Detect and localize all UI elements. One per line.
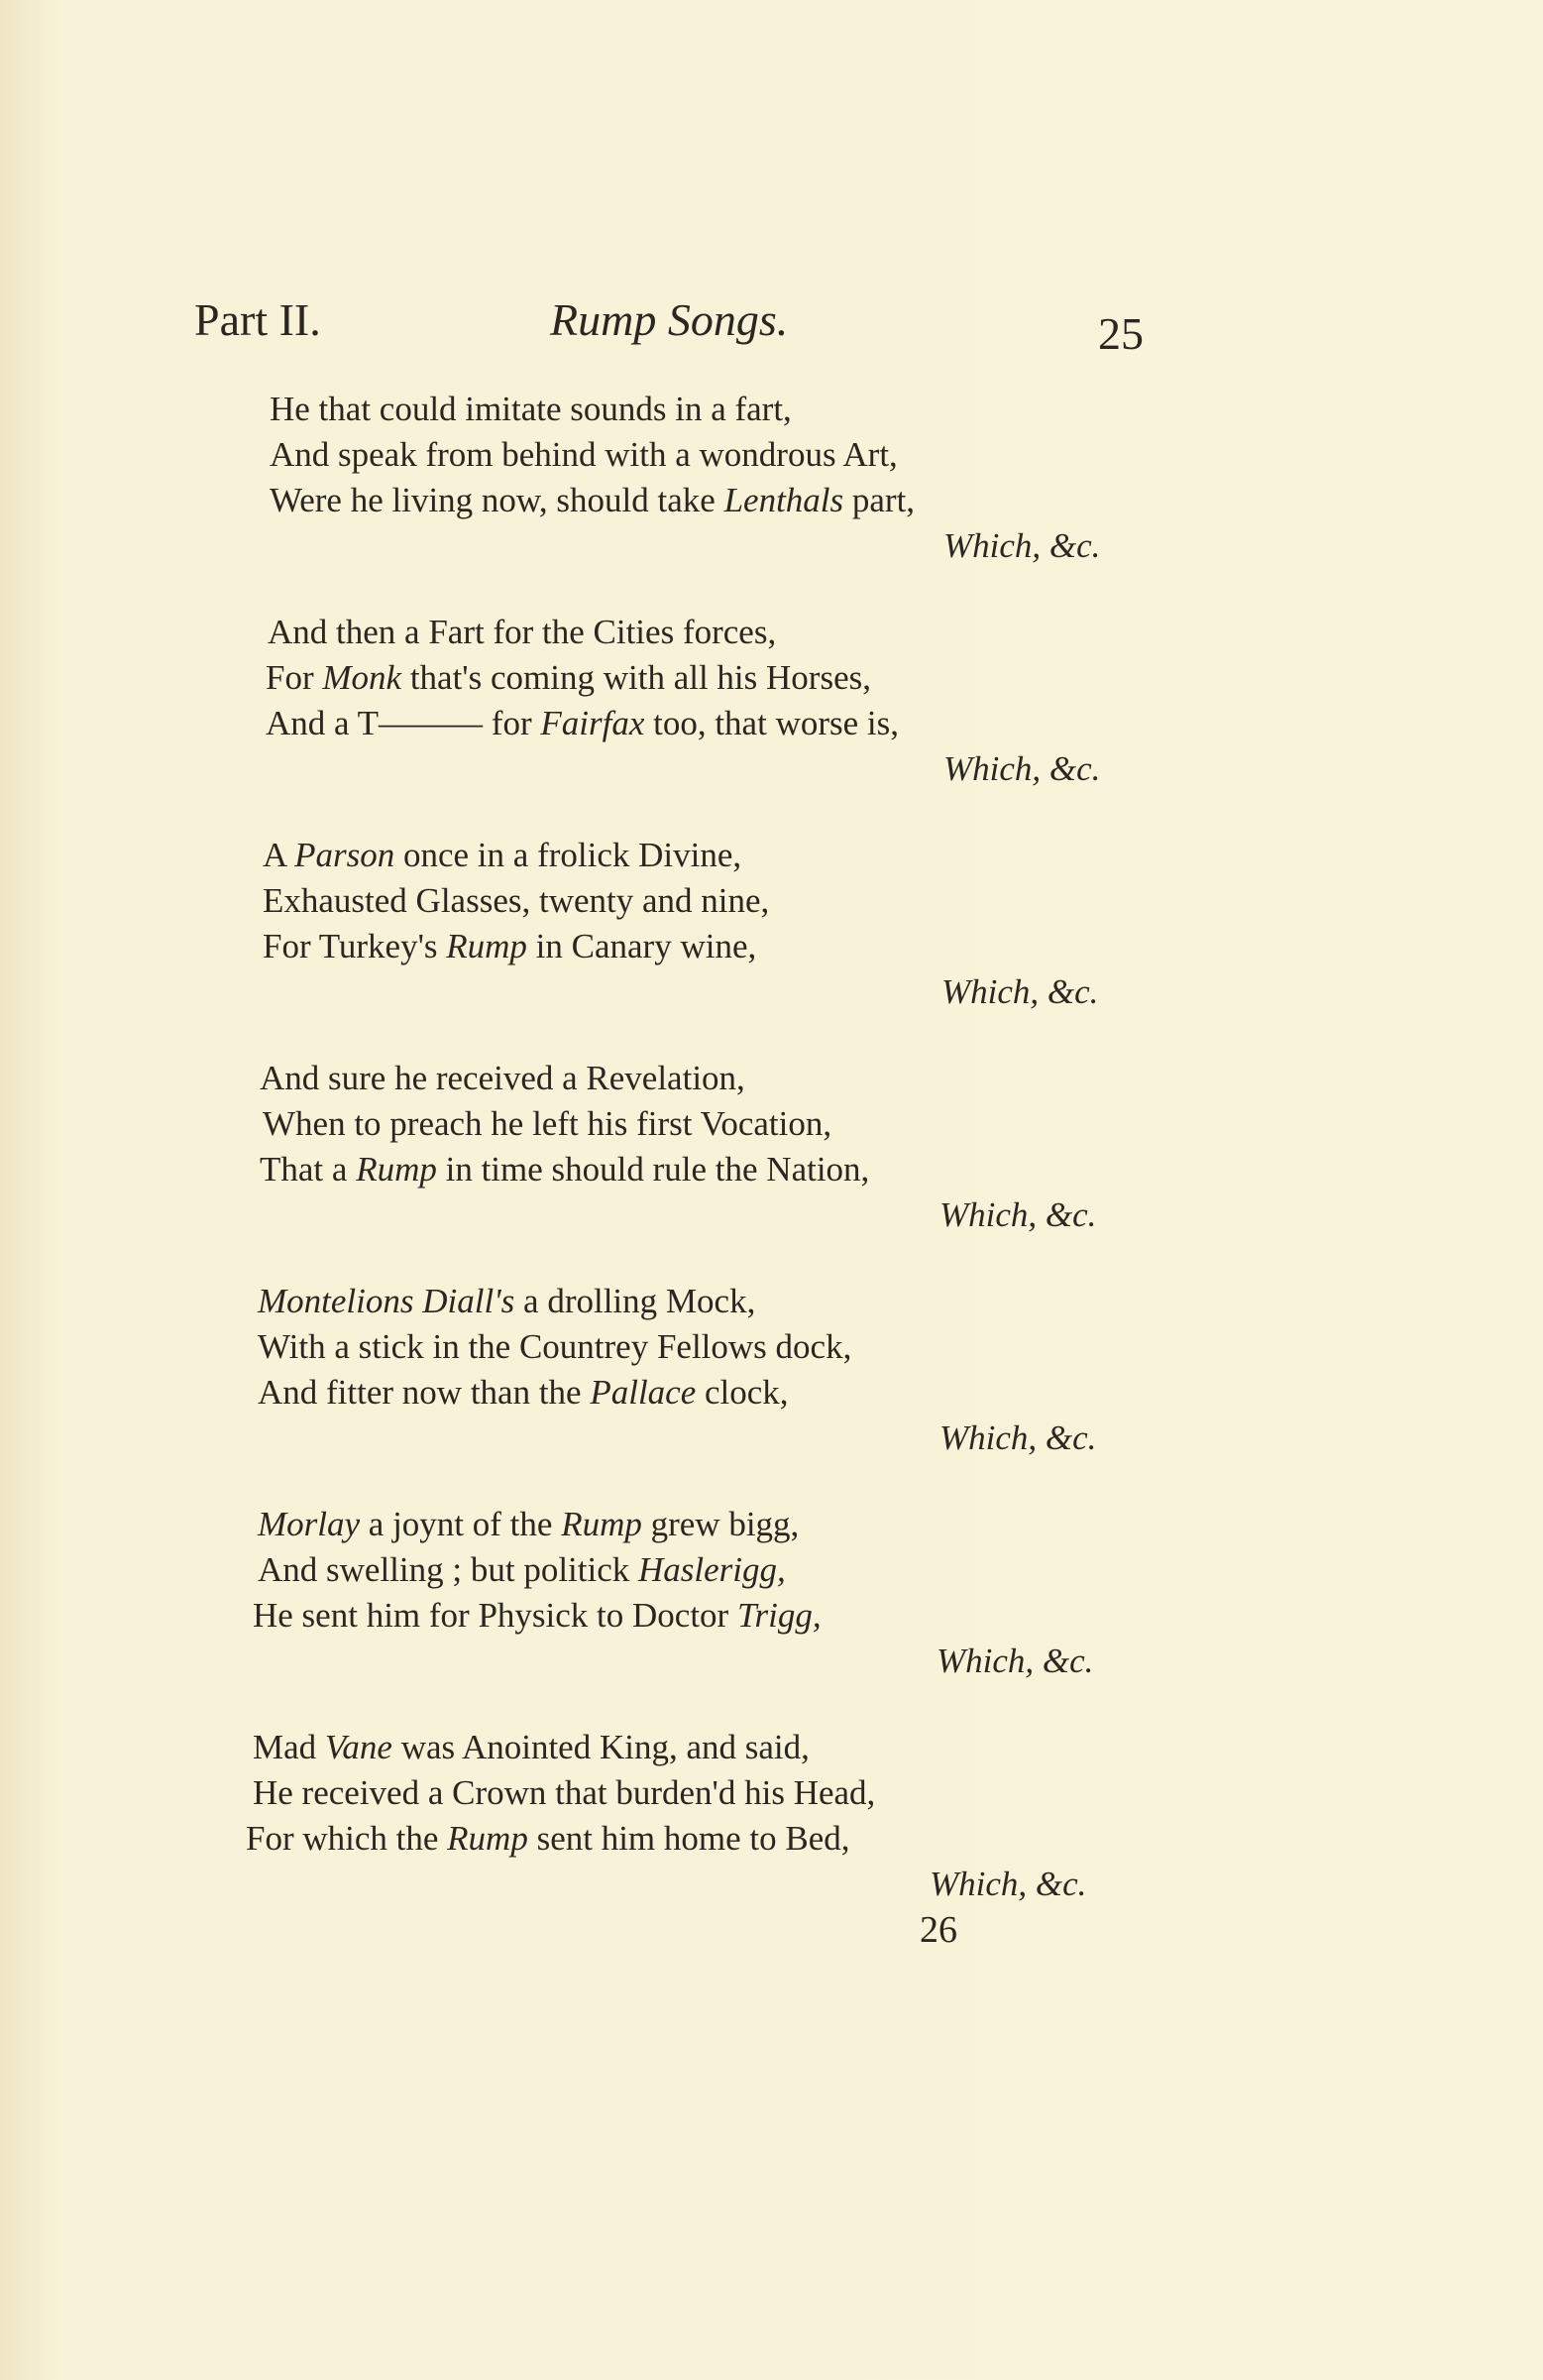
refrain: Which, &c.	[943, 526, 1101, 565]
italic-name: Monk	[322, 658, 402, 697]
verse-line	[258, 1324, 851, 1370]
verse-line	[258, 1370, 789, 1416]
verse-line	[270, 387, 792, 432]
verse-line	[263, 878, 769, 924]
catchword: 26	[920, 1909, 957, 1951]
verse-text: sent him home to Bed,	[527, 1819, 850, 1858]
verse-line	[260, 1056, 745, 1101]
verse-line	[263, 924, 756, 969]
running-header	[0, 293, 1543, 363]
verse-text: And sure he received a Revelation,	[260, 1059, 745, 1097]
italic-name: Trigg,	[736, 1596, 822, 1635]
verse-line	[270, 432, 898, 478]
italic-name: Pallace	[590, 1373, 697, 1412]
italic-name: Rump	[356, 1150, 437, 1189]
verse-text: He sent him for Physick to Doctor	[253, 1596, 737, 1635]
italic-name: Rump	[446, 927, 527, 965]
verse-text: A	[263, 836, 295, 874]
italic-name: Rump	[561, 1505, 642, 1543]
verse-text: Were he living now, should take	[270, 481, 724, 519]
verse-line	[258, 1502, 799, 1547]
running-title: Rump Songs.	[550, 294, 789, 345]
italic-name: Rump	[447, 1819, 528, 1858]
verse-text: too, that worse is,	[644, 704, 899, 742]
stanza	[0, 1279, 1543, 1502]
verse-text: a drolling Mock,	[514, 1282, 756, 1320]
verse-text: He received a Crown that burden'd his Head,	[253, 1773, 876, 1812]
verse-line	[258, 1547, 786, 1593]
verse-line	[253, 1725, 810, 1770]
verse-line	[253, 1770, 875, 1816]
verse-text: And fitter now than the	[258, 1373, 591, 1412]
page-number: 25	[1098, 308, 1144, 359]
verse-text: That a	[260, 1150, 357, 1189]
refrain: Which, &c.	[943, 749, 1101, 788]
stanza	[0, 1502, 1543, 1725]
verse-line	[263, 1101, 831, 1147]
verse-text: And a T——— for	[266, 704, 541, 742]
verse-line	[258, 1279, 755, 1324]
verse-text: For	[266, 658, 323, 697]
verse-line	[266, 655, 871, 701]
verse-text: And then a Fart for the Cities forces,	[268, 613, 777, 651]
refrain: Which, &c.	[941, 972, 1099, 1011]
verse-text: in time should rule the Nation,	[436, 1150, 870, 1189]
italic-name: Lenthals	[723, 481, 844, 519]
verse-text: was Anointed King, and said,	[391, 1728, 810, 1766]
refrain: Which, &c.	[939, 1195, 1097, 1234]
verse-line	[266, 701, 899, 746]
verse-text: With a stick in the Countrey Fellows dock,	[258, 1327, 852, 1366]
stanza	[0, 1725, 1543, 1948]
verse-line	[263, 833, 741, 878]
verse-text: Exhausted Glasses, twenty and nine,	[263, 881, 770, 920]
poem-body	[0, 387, 1543, 1948]
italic-name: Parson	[294, 836, 395, 874]
part-label: Part II.	[194, 294, 321, 345]
verse-text: in Canary wine,	[526, 927, 757, 965]
verse-text: that's coming with all his Horses,	[401, 658, 871, 697]
refrain: Which, &c.	[930, 1865, 1087, 1903]
refrain: Which, &c.	[939, 1418, 1097, 1457]
verse-text: And swelling ; but politick	[258, 1550, 639, 1589]
verse-text: grew bigg,	[641, 1505, 800, 1543]
italic-name: Morlay	[258, 1505, 361, 1543]
verse-text: clock,	[696, 1373, 789, 1412]
stanza	[0, 833, 1543, 1056]
refrain: Which, &c.	[937, 1642, 1094, 1680]
verse-text: Mad	[253, 1728, 325, 1766]
verse-text: once in a frolick Divine,	[394, 836, 742, 874]
verse-line	[270, 478, 915, 523]
italic-name: Haslerigg,	[638, 1550, 786, 1589]
stanza	[0, 1056, 1543, 1279]
verse-line	[268, 610, 776, 655]
verse-text: When to preach he left his first Vocation,	[263, 1104, 832, 1143]
italic-name: Fairfax	[540, 704, 645, 742]
verse-line	[246, 1816, 850, 1862]
verse-text: He that could imitate sounds in a fart,	[270, 390, 792, 428]
verse-line	[260, 1147, 869, 1192]
verse-text: For which the	[246, 1819, 448, 1858]
verse-text: For Turkey's	[263, 927, 447, 965]
stanza	[0, 387, 1543, 610]
stanza	[0, 610, 1543, 833]
verse-text: a joynt of the	[360, 1505, 562, 1543]
italic-name: Vane	[324, 1728, 392, 1766]
italic-name: Montelions Diall's	[258, 1282, 515, 1320]
verse-text: part,	[843, 481, 916, 519]
verse-text: And speak from behind with a wondrous Art,	[270, 435, 898, 474]
verse-line	[253, 1593, 822, 1639]
